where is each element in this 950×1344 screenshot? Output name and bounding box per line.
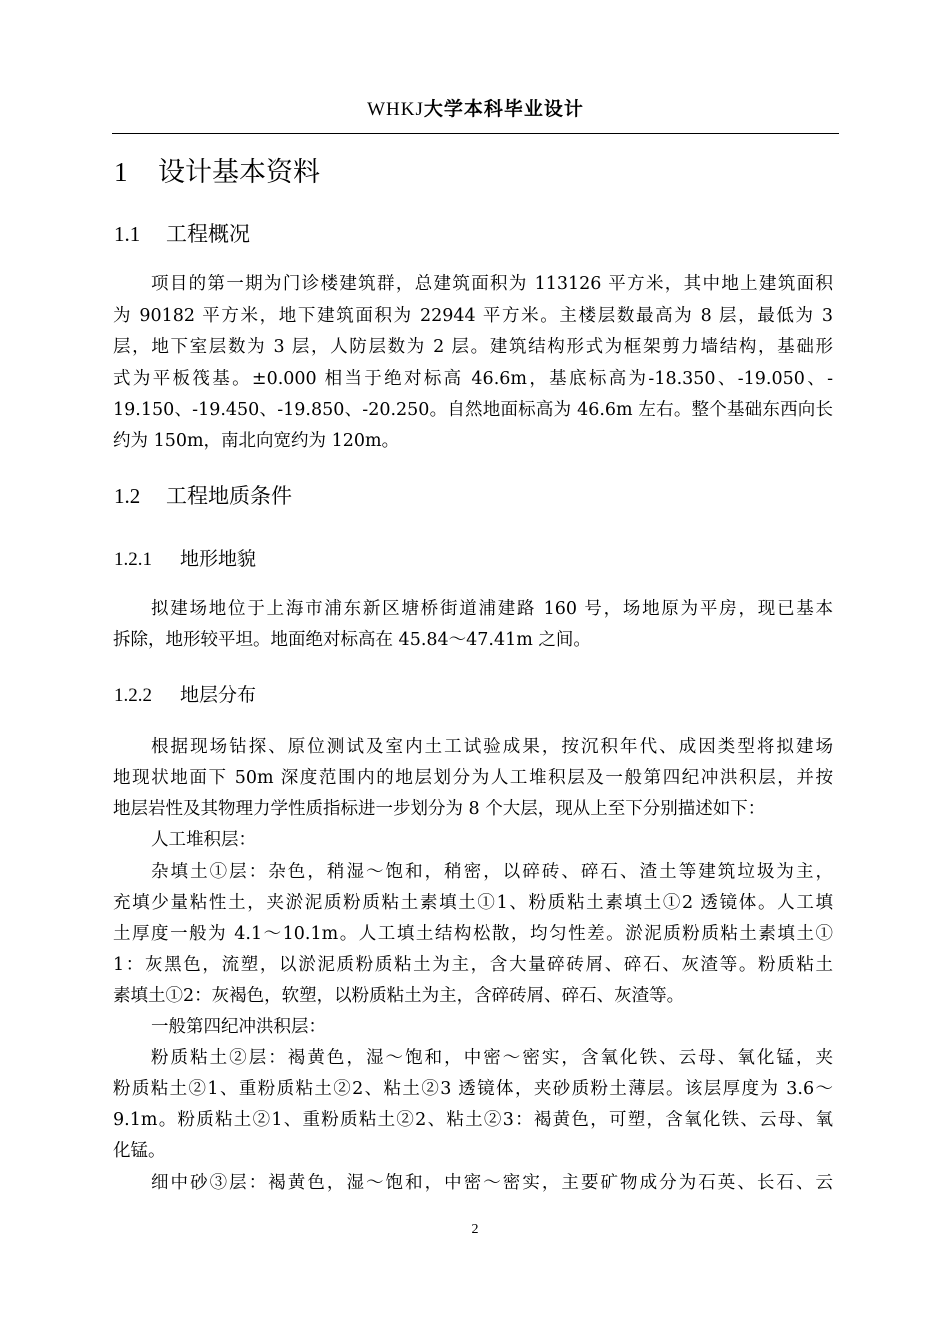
section-number: 1.2 — [114, 484, 141, 508]
paragraph-line: 根据现场钻探、原位测试及室内土工试验成果，按沉积年代、成因类型将拟建场 — [151, 737, 833, 757]
paragraph-line: 1：灰黑色，流塑，以淤泥质粉质粘土为主，含大量碎砖屑、碎石、灰渣等。粉质粘土 — [113, 955, 833, 975]
header-school-code: WHKJ — [367, 99, 424, 120]
paragraph-line: 为 90182 平方米，地下建筑面积为 22944 平方米。主楼层数最高为 8 层，最低为 3 — [113, 306, 833, 326]
section-title: 工程地质条件 — [166, 484, 292, 508]
paragraph-line: 素填土①2：灰褐色，软塑，以粉质粘土为主，含碎砖屑、碎石、灰渣等。 — [113, 986, 685, 1006]
paragraph-line: 粉质粘土②层：褐黄色，湿～饱和，中密～密实，含氧化铁、云母、氧化锰，夹 — [151, 1048, 833, 1068]
subsection-number: 1.2.1 — [114, 549, 152, 570]
paragraph-line: 人工堆积层： — [151, 830, 256, 850]
section-number: 1.1 — [114, 222, 141, 246]
header-title: 大学本科毕业设计 — [423, 98, 584, 120]
chapter-number: 1 — [114, 157, 128, 187]
subsection-title: 地形地貌 — [180, 548, 257, 570]
paragraph-line: 拆除，地形较平坦。地面绝对标高在 45.84～47.41m 之间。 — [113, 630, 591, 650]
paragraph-line: 9.1m。粉质粘土②1、重粉质粘土②2、粘土②3：褐黄色，可塑，含氧化铁、云母、氧 — [113, 1110, 833, 1130]
paragraph-line: 粉质粘土②1、重粉质粘土②2、粘土②3 透镜体，夹砂质粉土薄层。该层厚度为 3.6～ — [113, 1079, 833, 1099]
paragraph-line: 层，地下室层数为 3 层，人防层数为 2 层。建筑结构形式为框架剪力墙结构，基础形 — [113, 337, 833, 357]
paragraph-line: 土厚度一般为 4.1～10.1m。人工填土结构松散，均匀性差。淤泥质粉质粘土素填土① — [113, 924, 833, 944]
paragraph-line: 式为平板筏基。±0.000 相当于绝对标高 46.6m，基底标高为-18.350、-19.050、- — [113, 369, 833, 389]
paragraph-line: 地现状地面下 50m 深度范围内的地层划分为人工堆积层及一般第四纪冲洪积层，并按 — [113, 768, 833, 788]
chapter-heading — [114, 150, 320, 189]
paragraph-line: 化锰。 — [113, 1141, 166, 1161]
paragraph-line: 一般第四纪冲洪积层： — [151, 1017, 326, 1037]
chapter-title: 设计基本资料 — [158, 157, 320, 188]
paragraph-line: 19.150、-19.450、-19.850、-20.250。自然地面标高为 46.6m 左右。整个基础东西向长 — [113, 400, 833, 420]
page-header — [112, 94, 839, 121]
paragraph-line: 细中砂③层：褐黄色，湿～饱和，中密～密实，主要矿物成分为石英、长石、云 — [151, 1173, 833, 1193]
header-rule — [112, 133, 839, 134]
paragraph-line: 项目的第一期为门诊楼建筑群，总建筑面积为 113126 平方米，其中地上建筑面积 — [151, 274, 833, 294]
subsection-heading-1-2-1 — [114, 544, 256, 571]
paragraph-line: 地层岩性及其物理力学性质指标进一步划分为 8 个大层，现从上至下分别描述如下： — [113, 799, 766, 819]
section-heading-1-2 — [114, 480, 292, 510]
section-heading-1-1 — [114, 218, 250, 248]
subsection-number: 1.2.2 — [114, 685, 152, 706]
page-number: 2 — [471, 1222, 479, 1237]
paragraph-line: 约为 150m，南北向宽约为 120m。 — [113, 431, 400, 451]
subsection-title: 地层分布 — [180, 684, 257, 706]
subsection-heading-1-2-2 — [114, 680, 256, 707]
paragraph-line: 拟建场地位于上海市浦东新区塘桥街道浦建路 160 号，场地原为平房，现已基本 — [151, 599, 833, 619]
section-title: 工程概况 — [166, 222, 250, 246]
paragraph-line: 杂填土①层：杂色，稍湿～饱和，稍密，以碎砖、碎石、渣土等建筑垃圾为主， — [151, 862, 833, 882]
paragraph-line: 充填少量粘性土，夹淤泥质粉质粘土素填土①1、粉质粘土素填土①2 透镜体。人工填 — [113, 893, 833, 913]
